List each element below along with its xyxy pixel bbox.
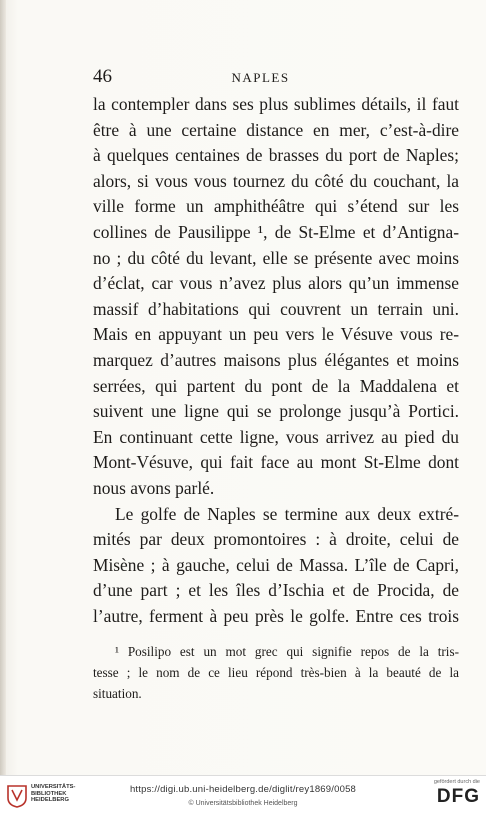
text-line: Le golfe de Naples se termine aux deux extré- — [115, 503, 459, 524]
text-line: d’éclat, car vous n’avez plus alors qu’un immense — [93, 273, 459, 294]
text-line: no ; du côté du levant, elle se présente avec moins — [93, 247, 459, 268]
text-line: massif d’habitations qui couvrent un terrain uni. — [93, 298, 459, 319]
text-line: être à une certaine distance en mer, c’est-à-dire — [93, 119, 459, 140]
text-line: à quelques centaines de brasses du port de Naples; — [93, 145, 459, 166]
text-line: d’une part ; et les îles d’Ischia et de Procida, de — [93, 580, 459, 601]
text-line: marquez d’autres maisons plus élégantes et moins — [93, 349, 459, 370]
text-line: mités par deux promontoires : à droite, celui de — [93, 529, 459, 550]
library-name: UNIVERSITÄTS-BIBLIOTHEK HEIDELBERG — [31, 784, 76, 804]
text-line: En continuant cette ligne, vous arrivez au pied du — [93, 426, 459, 447]
page-number: 46 — [93, 66, 112, 87]
permalink-url[interactable]: https://digi.ub.uni-heidelberg.de/diglit/rey1869/0058 — [129, 784, 357, 795]
funding-note: gefördert durch die — [433, 779, 480, 785]
dfg-wordmark: DFG — [436, 786, 480, 807]
footnote-line: ¹ Posilipo est un mot grec qui signifie repos de la tris- — [115, 644, 459, 659]
footnote-line: situation. — [93, 686, 142, 701]
running-head: NAPLES — [231, 70, 290, 85]
text-line: Misène ; à gauche, celui de Massa. L’île de Capri, — [93, 554, 459, 575]
text-line: nous avons parlé. — [93, 477, 215, 498]
viewer-footer — [0, 775, 486, 815]
text-line: alors, si vous vous tournez du côté du couchant, la — [93, 170, 459, 191]
text-line: Mont-Vésuve, qui fait face au mont St-Elme dont — [93, 452, 459, 473]
text-line: la contempler dans ses plus sublimes détails, il faut — [93, 94, 459, 114]
text-line: Mais en appuyant un peu vers le Vésuve vous re- — [93, 324, 459, 345]
text-line: ville forme un amphithéâtre qui s’étend sur les — [93, 196, 459, 217]
page-header — [93, 66, 458, 90]
footnotes — [93, 641, 459, 704]
text-line: serrées, qui partent du pont de la Maddalena et — [93, 375, 459, 396]
body-text — [93, 92, 459, 629]
footnote-line: tesse ; le nom de ce lieu répond très-bien à la beauté de la — [93, 665, 459, 680]
text-line: l’autre, ferment à peu près le golfe. Entre ces trois — [93, 605, 459, 626]
text-line: suivent une ligne qui se prolonge jusqu’à Portici. — [93, 401, 459, 422]
dfg-logo[interactable] — [428, 779, 480, 813]
copyright-notice: © Universitätsbibliothek Heidelberg — [188, 800, 298, 807]
page-spine-shadow — [0, 0, 6, 775]
text-line: collines de Pausilippe ¹, de St-Elme et d’Antigna- — [93, 221, 459, 242]
